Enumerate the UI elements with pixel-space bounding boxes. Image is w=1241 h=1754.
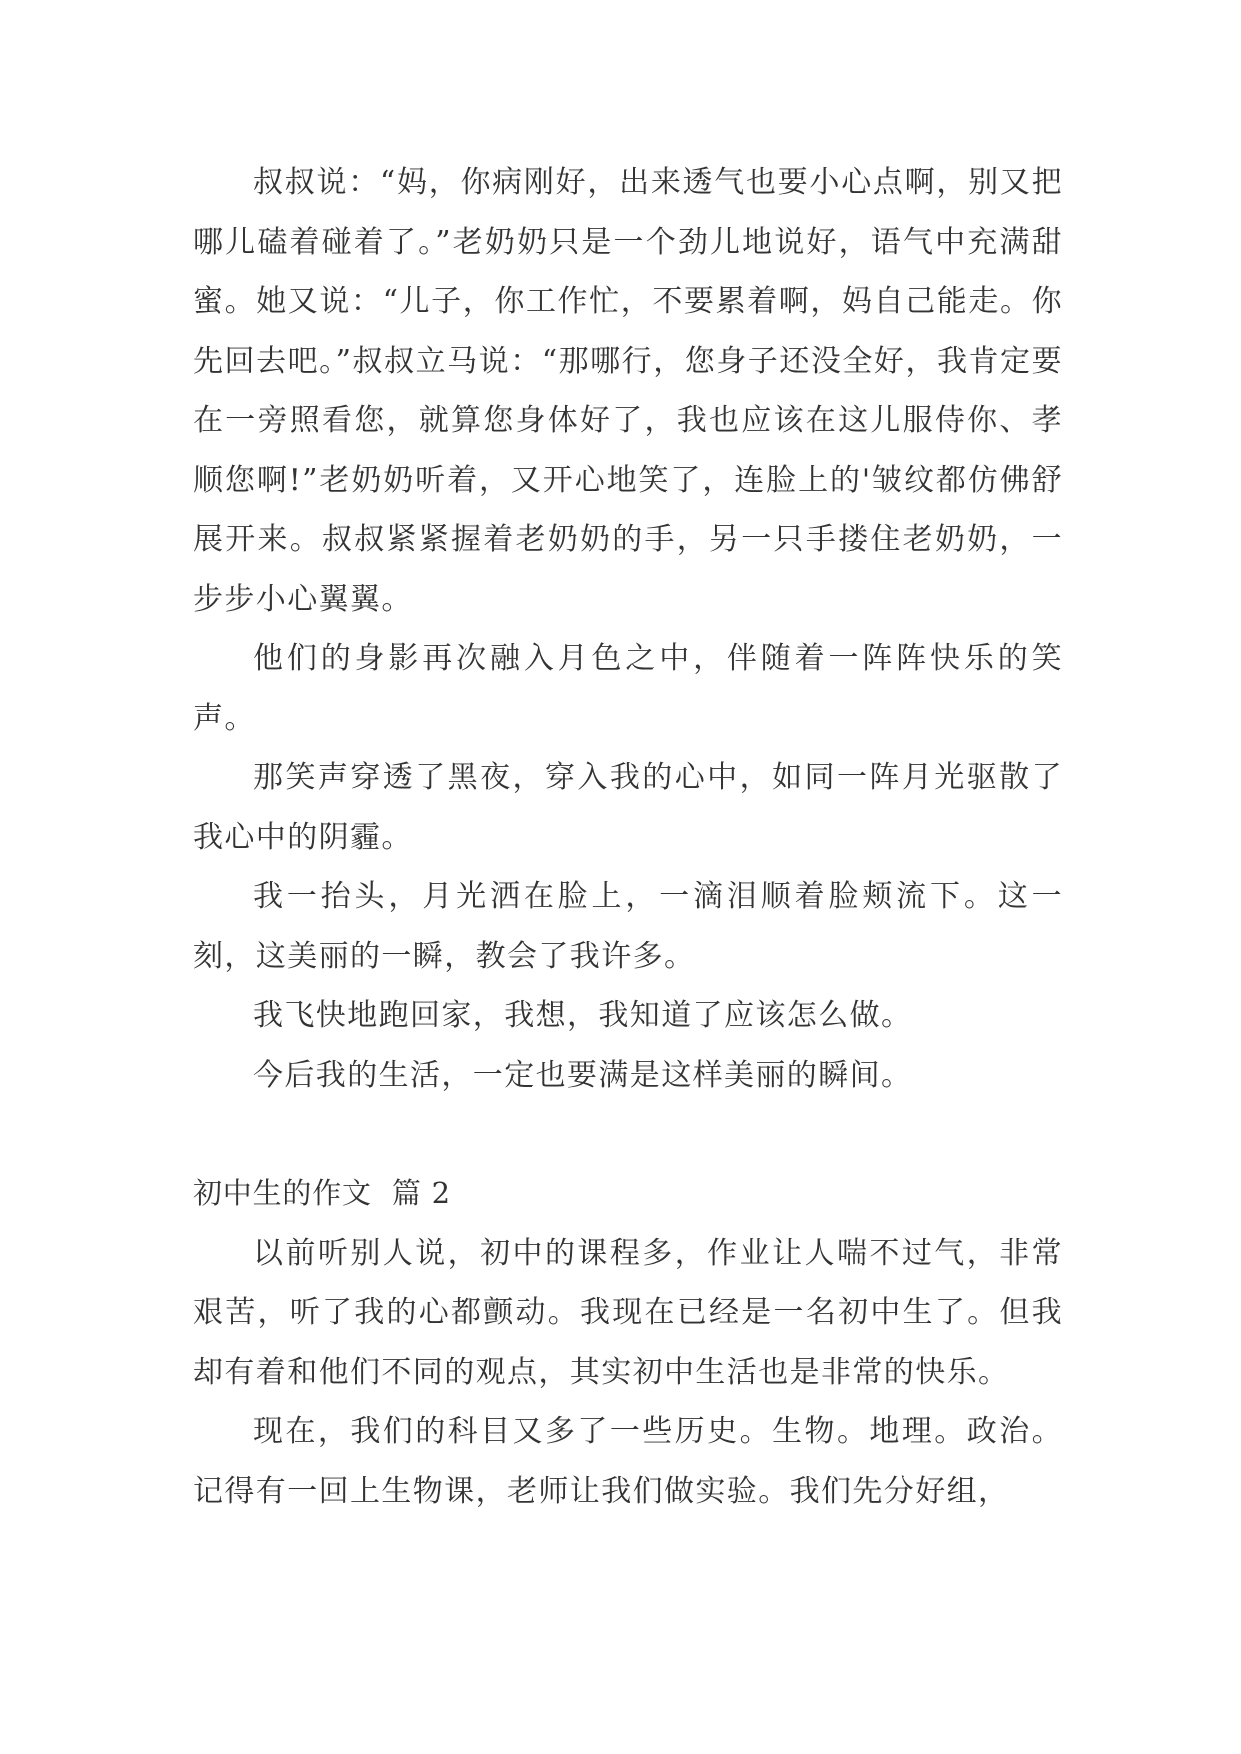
paragraph: 以前听别人说，初中的课程多，作业让人喘不过气，非常艰苦，听了我的心都颤动。我现在已经是一名初中生了。但我却有着和他们不同的观点，其实初中生活也是非常的快乐。: [193, 1235, 1063, 1390]
paragraph: 现在，我们的科目又多了一些历史。生物。地理。政治。记得有一回上生物课，老师让我们做实验。我们先分好组，: [193, 1414, 1063, 1509]
paragraph: 他们的身影再次融入月色之中，伴随着一阵阵快乐的笑声。: [193, 641, 1063, 736]
paragraph: 今后我的生活，一定也要满是这样美丽的瞬间。: [253, 1057, 913, 1093]
paragraph: 叔叔说：“妈，你病刚好，出来透气也要小心点啊，别又把哪儿磕着碰着了。”老奶奶只是一个劲儿地说好，语气中充满甜蜜。她又说：“儿子，你工作忙，不要累着啊，妈自己能走。你先回去吧。”叔叔立马说：“那哪行，您身子还没全好，我肯定要在一旁照看您，就算您身体好了，我也应该在这儿服侍你、孝顺您啊!”老奶奶听着，又开心地笑了，连脸上的'皱纹都仿佛舒展开来。叔叔紧紧握着老奶奶的手，另一只手搂住老奶奶，一步步小心翼翼。: [193, 165, 1063, 617]
paragraph: 那笑声穿透了黑夜，穿入我的心中，如同一阵月光驱散了我心中的阴霾。: [193, 760, 1063, 855]
document-body: [193, 153, 1063, 1521]
paragraph: 我飞快地跑回家，我想，我知道了应该怎么做。: [253, 998, 913, 1033]
paragraph: 我一抬头，月光洒在脸上，一滴泪顺着脸颊流下。这一刻，这美丽的一瞬，教会了我许多。: [193, 879, 1063, 974]
section-title: 初中生的作文 篇 2: [193, 1176, 451, 1210]
